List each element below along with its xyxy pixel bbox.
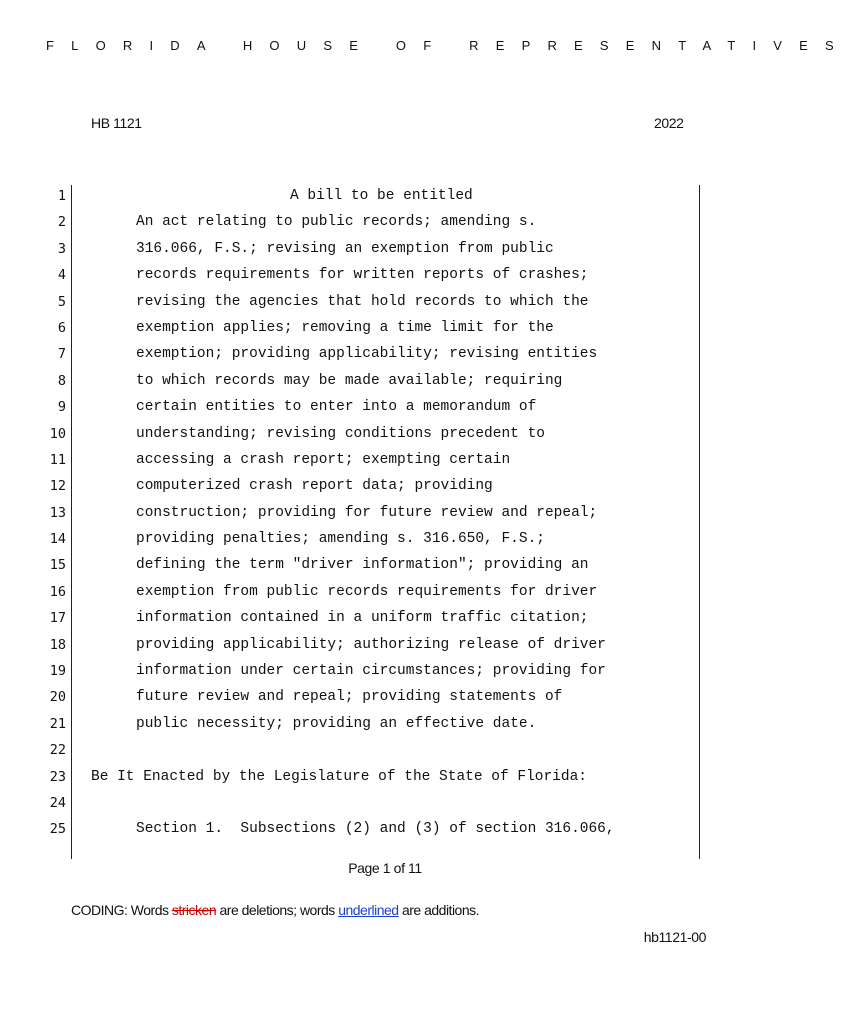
line-text: providing applicability; authorizing release of driver xyxy=(136,636,606,653)
bill-line xyxy=(0,816,770,842)
line-number: 6 xyxy=(57,319,66,336)
coding-underlined-example: underlined xyxy=(338,902,399,918)
line-text: accessing a crash report; exempting certain xyxy=(136,451,511,468)
line-text: information under certain circumstances; providing for xyxy=(136,663,606,680)
line-text: Be It Enacted by the Legislature of the State of Florida: xyxy=(91,768,587,785)
line-number: 7 xyxy=(57,346,66,363)
line-text: computerized crash report data; providing xyxy=(136,478,493,495)
bill-line xyxy=(0,236,770,262)
line-number: 4 xyxy=(57,267,66,284)
line-number: 20 xyxy=(49,689,66,706)
line-number: 21 xyxy=(49,715,66,732)
line-text: exemption; providing applicability; revising entities xyxy=(136,346,598,363)
line-number: 23 xyxy=(49,768,66,785)
coding-prefix: CODING: Words xyxy=(71,902,172,918)
line-text: exemption applies; removing a time limit for the xyxy=(136,319,554,336)
coding-suffix: are additions. xyxy=(398,902,480,918)
bill-line xyxy=(0,209,770,235)
bill-line xyxy=(0,262,770,288)
line-number: 11 xyxy=(49,451,66,468)
line-text: exemption from public records requirements for driver xyxy=(136,583,598,600)
bill-line xyxy=(0,658,770,684)
bill-line xyxy=(0,737,770,763)
line-text: certain entities to enter into a memorandum of xyxy=(136,399,537,416)
bill-line xyxy=(0,447,770,473)
coding-mid: are deletions; words xyxy=(216,902,339,918)
line-text: construction; providing for future review and repeal; xyxy=(136,504,598,521)
line-text: future review and repeal; providing statements of xyxy=(136,689,563,706)
bill-line xyxy=(0,552,770,578)
line-text: understanding; revising conditions precedent to xyxy=(136,425,545,442)
line-number: 1 xyxy=(57,188,66,204)
chamber-header: FLORIDA HOUSE OF REPRESENTATIVES xyxy=(46,38,851,53)
line-text: 316.066, F.S.; revising an exemption from public xyxy=(136,240,554,257)
line-number: 12 xyxy=(49,478,66,495)
bill-line xyxy=(0,764,770,790)
bill-line xyxy=(0,368,770,394)
bill-line xyxy=(0,500,770,526)
line-text: public necessity; providing an effective date. xyxy=(136,715,537,732)
line-number: 19 xyxy=(49,663,66,680)
bill-line xyxy=(0,289,770,315)
line-number: 5 xyxy=(57,293,66,310)
bill-line xyxy=(0,421,770,447)
bill-year: 2022 xyxy=(654,115,684,131)
line-text: to which records may be made available; requiring xyxy=(136,372,563,389)
bill-line xyxy=(0,711,770,737)
bill-line xyxy=(0,579,770,605)
line-number: 3 xyxy=(57,240,66,257)
bill-line xyxy=(0,315,770,341)
bill-line xyxy=(0,183,770,209)
bill-text xyxy=(0,183,770,843)
line-number: 10 xyxy=(49,425,66,442)
bill-number: HB 1121 xyxy=(91,115,142,131)
line-text: records requirements for written reports of crashes; xyxy=(136,267,589,284)
line-text: defining the term "driver information"; providing an xyxy=(136,557,589,574)
line-text: Section 1. Subsections (2) and (3) of section 316.066, xyxy=(136,821,615,838)
line-text: revising the agencies that hold records to which the xyxy=(136,293,589,310)
line-number: 15 xyxy=(49,557,66,574)
line-number: 25 xyxy=(49,821,66,838)
line-number: 16 xyxy=(49,583,66,600)
line-number: 9 xyxy=(57,399,66,416)
line-number: 8 xyxy=(57,372,66,389)
page-number: Page 1 of 11 xyxy=(348,860,422,876)
coding-legend xyxy=(71,902,479,918)
bill-line xyxy=(0,684,770,710)
bill-line xyxy=(0,526,770,552)
line-number: 18 xyxy=(49,636,66,653)
line-number: 24 xyxy=(49,794,66,811)
line-text: information contained in a uniform traffic citation; xyxy=(136,610,589,627)
bill-line xyxy=(0,473,770,499)
line-text: An act relating to public records; amending s. xyxy=(136,214,537,231)
document-code: hb1121-00 xyxy=(643,929,706,945)
bill-line xyxy=(0,632,770,658)
line-number: 14 xyxy=(49,531,66,548)
line-number: 17 xyxy=(49,610,66,627)
line-number: 2 xyxy=(57,214,66,231)
coding-stricken-example: stricken xyxy=(171,902,217,918)
line-text: A bill to be entitled xyxy=(290,188,473,204)
bill-line xyxy=(0,394,770,420)
line-number: 13 xyxy=(49,504,66,521)
line-text: providing penalties; amending s. 316.650, F.S.; xyxy=(136,531,545,548)
bill-line xyxy=(0,605,770,631)
bill-line xyxy=(0,790,770,816)
bill-line xyxy=(0,341,770,367)
line-number: 22 xyxy=(49,742,66,759)
